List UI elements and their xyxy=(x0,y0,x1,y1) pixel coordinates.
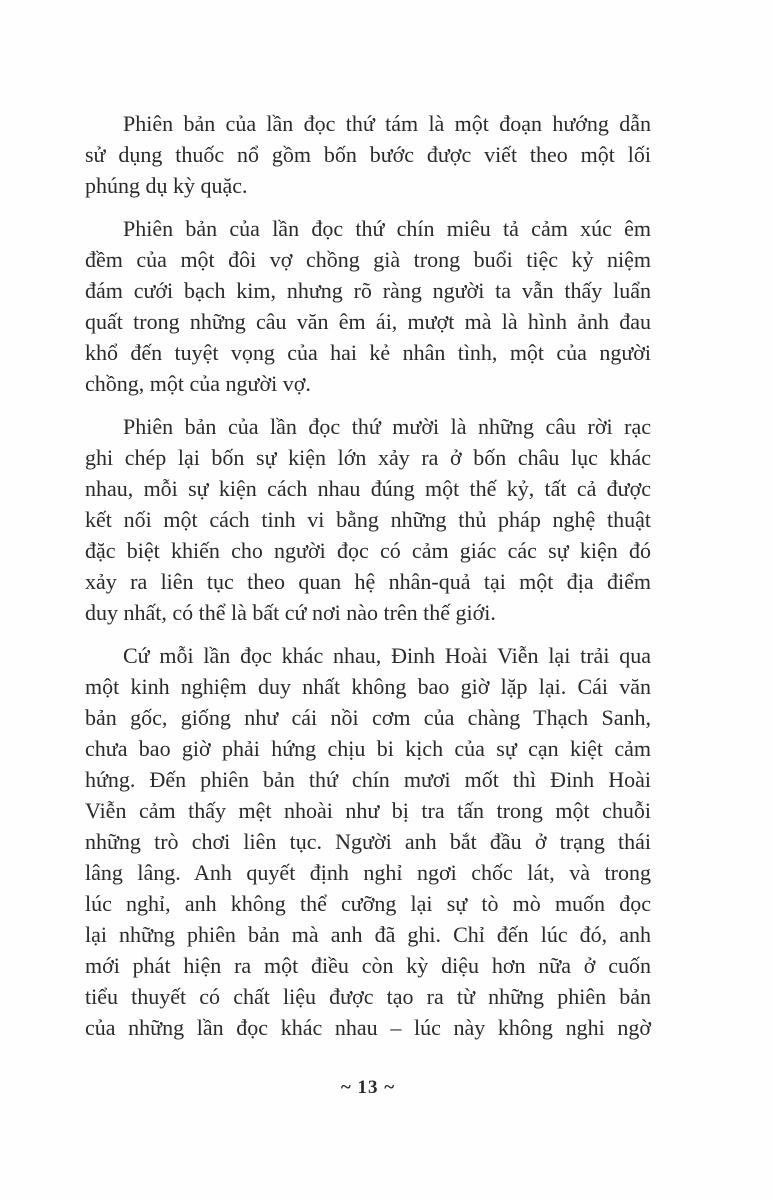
page-footer xyxy=(85,1077,651,1099)
text-line: lại những phiên bản mà anh đã ghi. Chỉ đến lúc đó, anh xyxy=(85,922,651,947)
text-line: nhau, mỗi sự kiện cách nhau đúng một thế kỷ, tất cả được xyxy=(85,476,651,501)
text-line: khổ đến tuyệt vọng của hai kẻ nhân tình, một của người xyxy=(85,340,651,365)
text-line: chưa bao giờ phải hứng chịu bi kịch của sự cạn kiệt cảm xyxy=(85,736,651,761)
text-line: Cứ mỗi lần đọc khác nhau, Đinh Hoài Viễn lại trải qua xyxy=(123,643,651,668)
paragraph xyxy=(85,640,651,1043)
text-line: một kinh nghiệm duy nhất không bao giờ lặp lại. Cái văn xyxy=(85,674,651,699)
text-line: bản gốc, giống như cái nồi cơm của chàng Thạch Sanh, xyxy=(85,705,651,730)
paragraph xyxy=(85,213,651,399)
text-line: của những lần đọc khác nhau – lúc này không nghi ngờ xyxy=(85,1015,651,1040)
text-line: xảy ra liên tục theo quan hệ nhân-quả tại một địa điểm xyxy=(85,569,651,594)
text-line: lúc nghỉ, anh không thể cưỡng lại sự tò mò muốn đọc xyxy=(85,891,651,916)
paragraph xyxy=(85,411,651,628)
text-line: sử dụng thuốc nổ gồm bốn bước được viết theo một lối xyxy=(85,142,651,167)
text-line: tiểu thuyết có chất liệu được tạo ra từ những phiên bản xyxy=(85,984,651,1009)
text-line: Phiên bản của lần đọc thứ chín miêu tả cảm xúc êm xyxy=(123,216,651,241)
text-line: quất trong những câu văn êm ái, mượt mà là hình ảnh đau xyxy=(85,309,651,334)
text-line: những trò chơi liên tục. Người anh bắt đầu ở trạng thái xyxy=(85,829,651,854)
text-line: Phiên bản của lần đọc thứ tám là một đoạn hướng dẫn xyxy=(123,111,651,136)
text-line: kết nối một cách tinh vi bằng những thủ pháp nghệ thuật xyxy=(85,507,651,532)
text-line: hứng. Đến phiên bản thứ chín mươi mốt thì Đinh Hoài xyxy=(85,767,651,792)
paragraph xyxy=(85,108,651,201)
text-line: lâng lâng. Anh quyết định nghỉ ngơi chốc lát, và trong xyxy=(85,860,651,885)
text-line: duy nhất, có thể là bất cứ nơi nào trên thế giới. xyxy=(85,600,496,625)
text-line: chồng, một của người vợ. xyxy=(85,371,311,396)
page-number: ~ 13 ~ xyxy=(340,1077,396,1098)
text-line: ghi chép lại bốn sự kiện lớn xảy ra ở bốn châu lục khác xyxy=(85,445,651,470)
text-line: đềm của một đôi vợ chồng già trong buổi tiệc kỷ niệm xyxy=(85,247,651,272)
text-line: đám cưới bạch kim, nhưng rõ ràng người ta vẫn thấy luẩn xyxy=(85,278,651,303)
text-line: Viễn cảm thấy mệt nhoài như bị tra tấn trong một chuỗi xyxy=(85,798,651,823)
text-line: đặc biệt khiến cho người đọc có cảm giác các sự kiện đó xyxy=(85,538,651,563)
body-text xyxy=(85,108,651,1055)
text-line: phúng dụ kỳ quặc. xyxy=(85,173,248,198)
text-line: Phiên bản của lần đọc thứ mười là những câu rời rạc xyxy=(123,414,651,439)
text-line: mới phát hiện ra một điều còn kỳ diệu hơn nữa ở cuốn xyxy=(85,953,651,978)
